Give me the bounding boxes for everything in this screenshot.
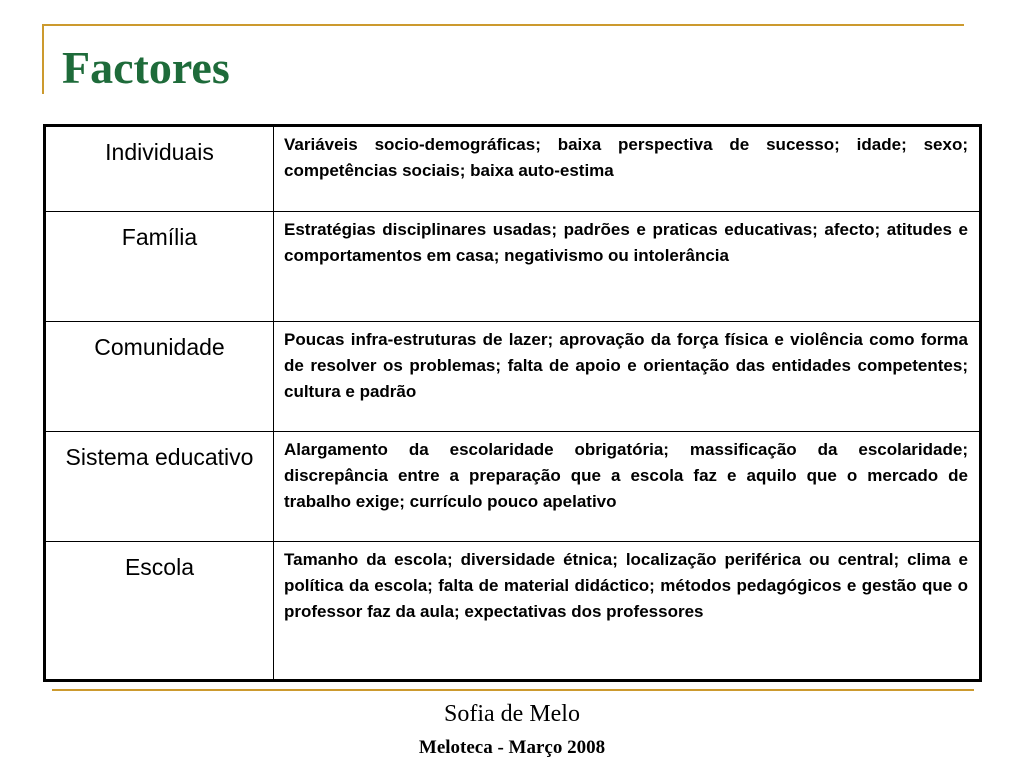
category-cell: Individuais (46, 127, 274, 211)
title-accent-vertical-line (42, 24, 44, 94)
category-cell: Família (46, 211, 274, 321)
footer-accent-line (52, 689, 974, 691)
description-cell: Poucas infra-estruturas de lazer; aprovação da força física e violência como forma de resolver os problemas; falta de apoio e orientação das entidades competentes; cultura e padrão (274, 321, 980, 431)
description-cell: Alargamento da escolaridade obrigatória; massificação da escolaridade; discrepância entre a preparação que a escola faz e aquilo que o mercado de trabalho exige; currículo pouco apelativo (274, 431, 980, 541)
description-cell: Tamanho da escola; diversidade étnica; localização periférica ou central; clima e política da escola; falta de material didáctico; métodos pedagógicos e gestão que o professor faz da aula; expectativas dos professores (274, 541, 980, 679)
category-cell: Escola (46, 541, 274, 679)
footer-source: Meloteca - Março 2008 (418, 737, 606, 758)
category-cell: Comunidade (46, 321, 274, 431)
title-accent-top-line (42, 24, 964, 26)
description-cell: Variáveis socio-demográficas; baixa perspectiva de sucesso; idade; sexo; competências sociais; baixa auto-estima (274, 127, 980, 211)
slide-title: Factores (62, 42, 230, 93)
description-cell: Estratégias disciplinares usadas; padrões e praticas educativas; afecto; atitudes e comportamentos em casa; negativismo ou intolerância (274, 211, 980, 321)
table-row-comunidade (46, 321, 979, 431)
factors-table (46, 127, 979, 679)
table-row-familia (46, 211, 979, 321)
category-cell: Sistema educativo (46, 431, 274, 541)
footer-author: Sofia de Melo (444, 701, 580, 727)
factors-table-container (43, 124, 982, 682)
table-row-individuais (46, 127, 979, 211)
table-row-sistema-educativo (46, 431, 979, 541)
table-row-escola (46, 541, 979, 679)
